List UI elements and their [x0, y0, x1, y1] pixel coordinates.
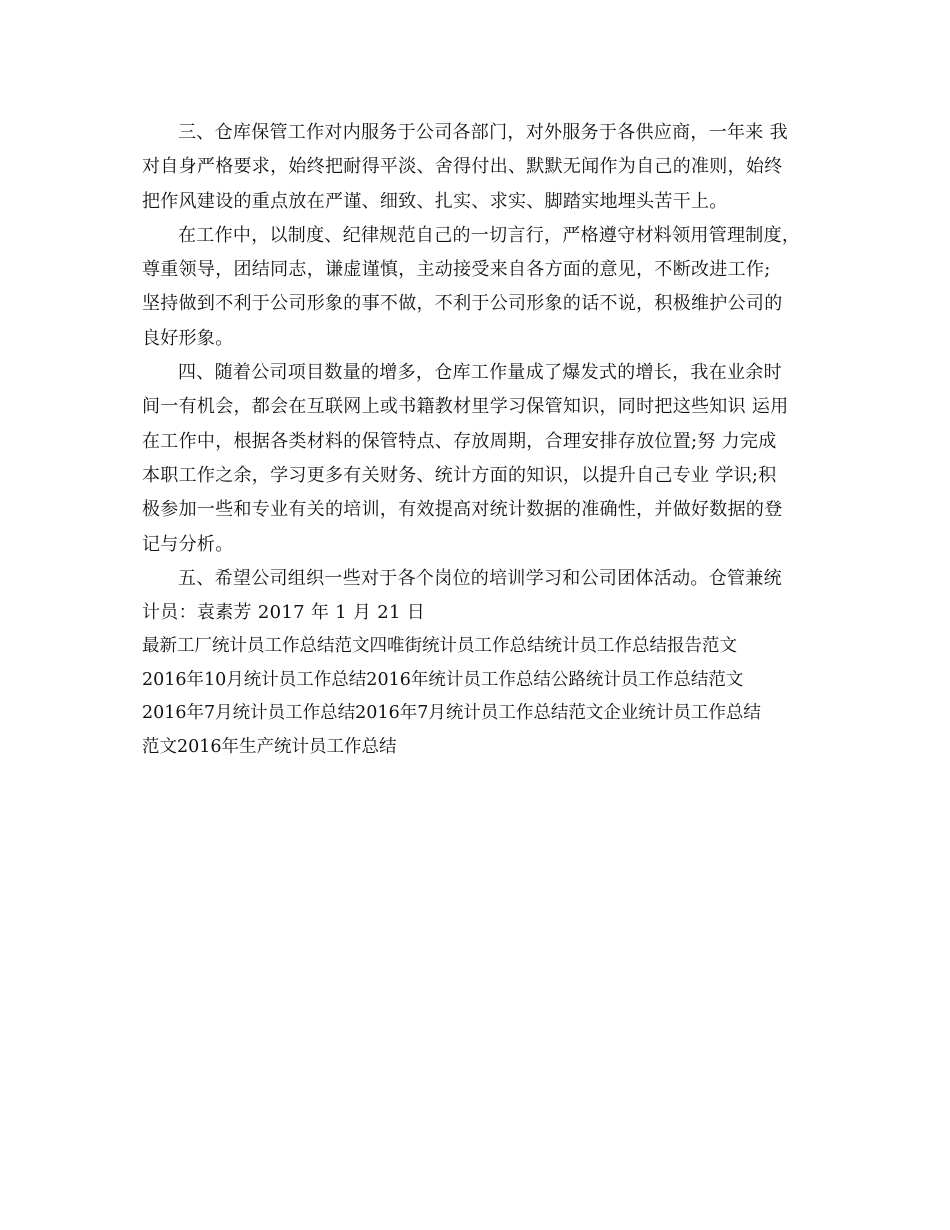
text-line: 记与分析。: [142, 533, 234, 555]
text-line: 在工作中，以制度、纪律规范自己的一切言行，严格遵守材料领用管理制度，: [178, 224, 801, 246]
text-line: 对自身严格要求，始终把耐得平淡、舍得付出、默默无闻作为自己的准则，始终: [142, 156, 783, 178]
paragraph-learning: [142, 356, 812, 562]
document-body: [142, 116, 812, 764]
related-links: [142, 630, 812, 764]
text-line: 五、希望公司组织一些对于各个岗位的培训学习和公司团体活动。仓管兼统: [178, 567, 782, 589]
related-link-line[interactable]: 最新工厂统计员工作总结范文四唯街统计员工作总结统计员工作总结报告范文: [142, 636, 737, 657]
text-line: 本职工作之余，学习更多有关财务、统计方面的知识，以提升自己专业 学识;积: [142, 464, 777, 486]
related-link-line[interactable]: 2016年7月统计员工作总结2016年7月统计员工作总结范文企业统计员工作总结: [142, 703, 761, 724]
text-line: 尊重领导，团结同志，谦虚谨慎，主动接受来自各方面的意见，不断改进工作;: [142, 259, 771, 281]
text-line: 三、仓库保管工作对内服务于公司各部门，对外服务于各供应商，一年来 我: [178, 122, 788, 143]
text-line: 坚持做到不利于公司形象的事不做，不利于公司形象的话不说，积极维护公司的: [142, 293, 783, 315]
paragraph-warehouse-service: [142, 116, 812, 219]
text-line: 把作风建设的重点放在严谨、细致、扎实、求实、脚踏实地埋头苦干上。: [142, 190, 728, 212]
paragraph-hope-signature: [142, 562, 812, 631]
text-line: 良好形象。: [142, 327, 234, 349]
text-line: 四、随着公司项目数量的增多，仓库工作量成了爆发式的增长，我在业余时: [178, 362, 782, 384]
signature-line: 计员：袁素芳 2017 年 1 月 21 日: [142, 602, 426, 624]
related-link-line[interactable]: 2016年10月统计员工作总结2016年统计员工作总结公路统计员工作总结范文: [142, 669, 744, 690]
paragraph-work-discipline: [142, 219, 812, 356]
related-link-line[interactable]: 范文2016年生产统计员工作总结: [142, 736, 397, 757]
text-line: 极参加一些和专业有关的培训，有效提高对统计数据的准确性，并做好数据的登: [142, 499, 783, 521]
text-line: 在工作中，根据各类材料的保管特点、存放周期，合理安排存放位置;努 力完成: [142, 430, 777, 452]
text-line: 间一有机会，都会在互联网上或书籍教材里学习保管知识，同时把这些知识 运用: [142, 396, 789, 418]
